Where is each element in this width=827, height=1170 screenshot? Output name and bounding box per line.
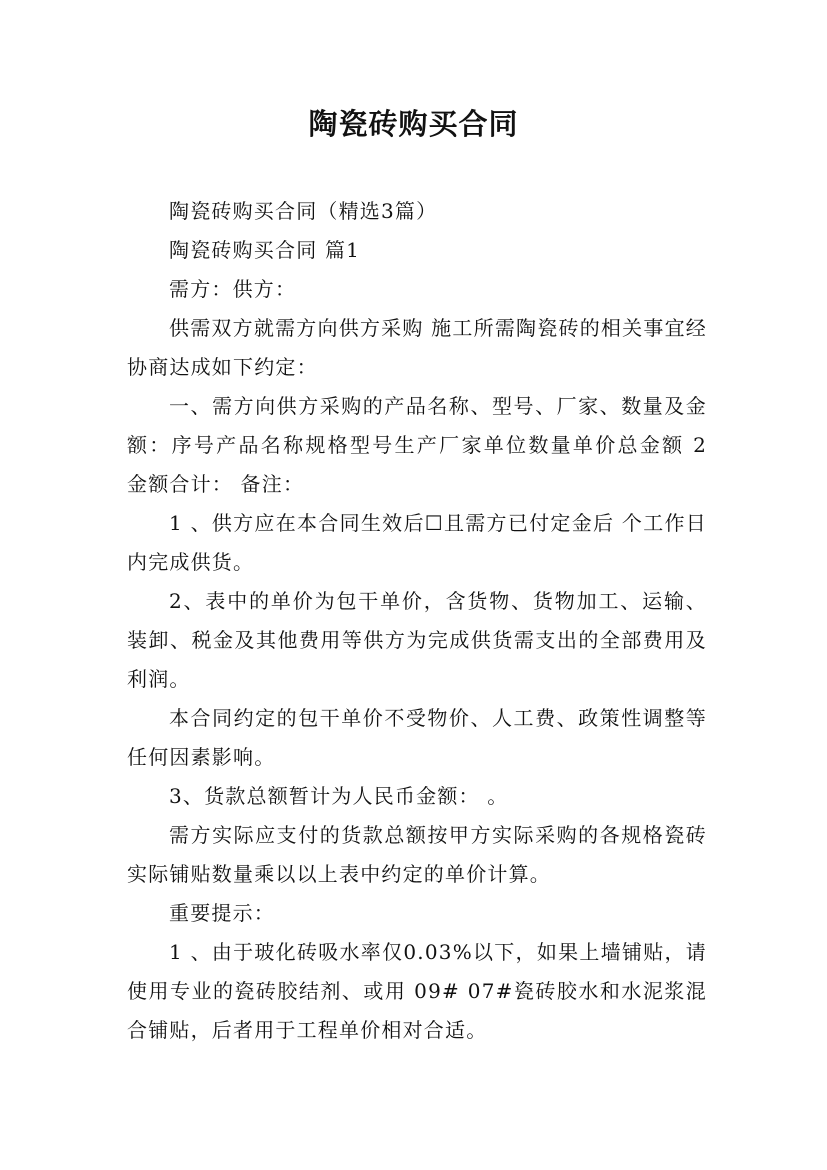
document-title: 陶瓷砖购买合同: [308, 107, 519, 141]
paragraph-important-heading: 重要提示：: [169, 901, 275, 925]
paragraph-total-amount: 3、货款总额暂计为人民币金额： 。: [169, 784, 509, 808]
paragraph-clause-1: 一、需方向供方采购的产品名称、型号、厂家、数量及金额：序号产品名称规格型号生产厂家单位数量单价总金额 2 金额合计： 备注：: [127, 394, 707, 496]
paragraph-important-note-1: 1 、由于玻化砖吸水率仅0.03%以下，如果上墙铺贴，请使用专业的瓷砖胶结剂、或用 09# 07#瓷砖胶水和水泥浆混合铺贴，后者用于工程单价相对合适。: [127, 940, 707, 1042]
paragraph-parties: 需方：供方：: [169, 277, 297, 301]
paragraph-price-fixed: 本合同约定的包干单价不受物价、人工费、政策性调整等任何因素影响。: [127, 706, 707, 769]
paragraph-section-heading: 陶瓷砖购买合同 篇1: [169, 238, 361, 262]
paragraph-delivery-term: 1 、供方应在本合同生效后☐且需方已付定金后 个工作日内完成供货。: [127, 511, 707, 574]
paragraph-agreement-intro: 供需双方就需方向供方采购 施工所需陶瓷砖的相关事宜经协商达成如下约定：: [127, 316, 707, 379]
paragraph-collection-title: 陶瓷砖购买合同（精选3篇）: [169, 199, 438, 223]
paragraph-payment-calc: 需方实际应支付的货款总额按甲方实际采购的各规格瓷砖实际铺贴数量乘以以上表中约定的单价计算。: [127, 823, 707, 886]
paragraph-unit-price: 2、表中的单价为包干单价，含货物、货物加工、运输、装卸、税金及其他费用等供方为完成供货需支出的全部费用及利润。: [127, 589, 707, 691]
document-body: [127, 192, 707, 1050]
